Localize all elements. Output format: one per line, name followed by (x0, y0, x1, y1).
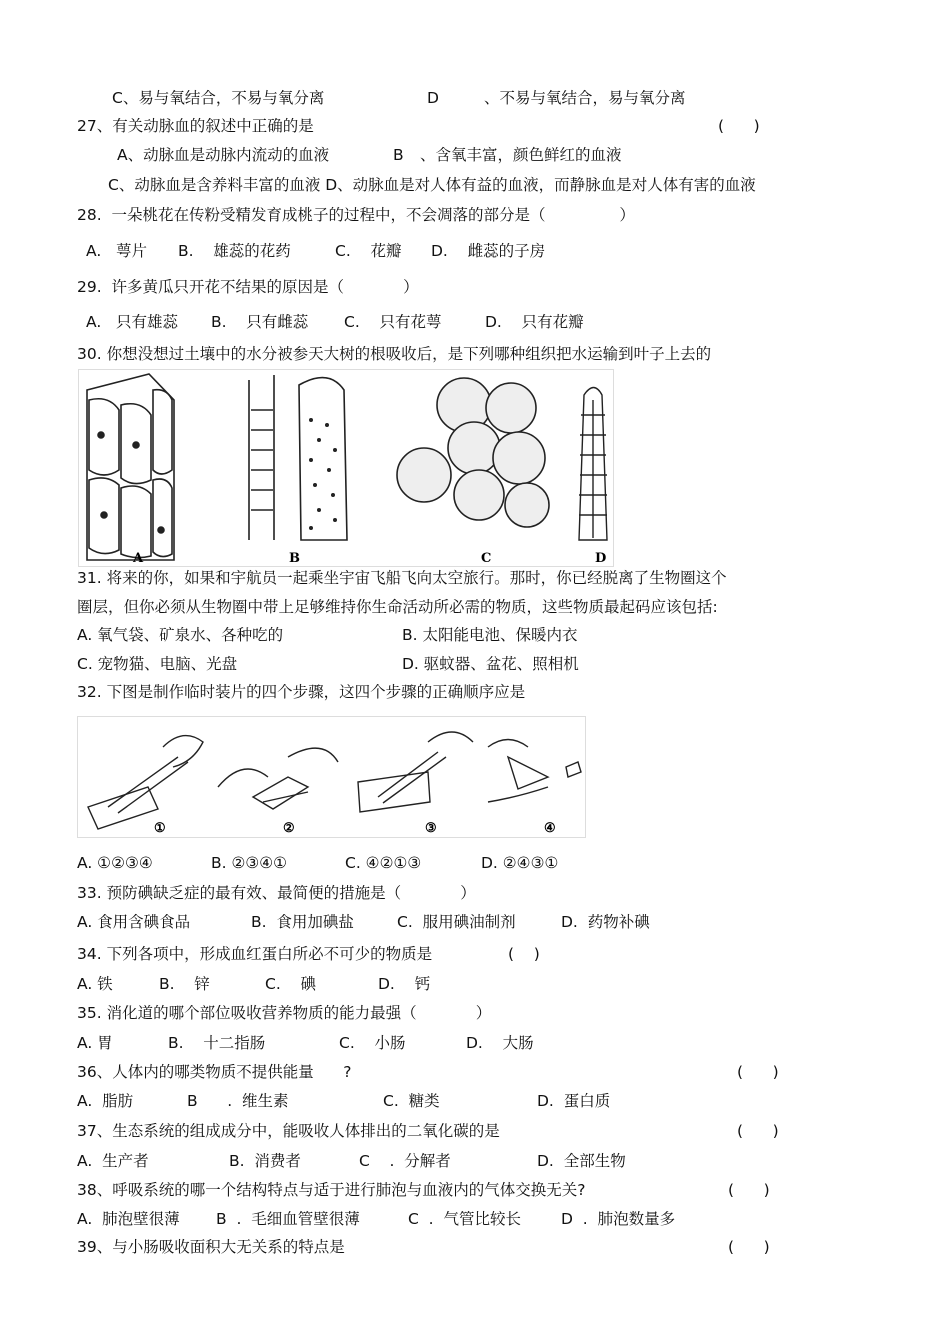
q28-stem: 28. 一朵桃花在传粉受精发育成桃子的过程中，不会凋落的部分是（ ） (77, 206, 635, 224)
q31-option-d: D. 驱蚊器、盆花、照相机 (402, 655, 579, 673)
q37-option-d: D. 全部生物 (537, 1152, 626, 1170)
q31-stem-line1: 31. 将来的你，如果和宇航员一起乘坐宇宙飞船飞向太空旅行。那时，你已经脱离了生物圈这个 (77, 569, 727, 587)
q30-stem: 30. 你想没想过土壤中的水分被参天大树的根吸收后，是下列哪种组织把水运输到叶子上去的 (77, 345, 712, 363)
q28-option-b: B. 雄蕊的花药 (178, 242, 291, 260)
q39-answer-paren: ( ) (728, 1238, 770, 1256)
q38-option-c: C . 气管比较长 (408, 1210, 521, 1228)
q36-answer-paren: ( ) (737, 1063, 779, 1081)
step-label-1: ① (154, 821, 166, 836)
q36-option-a: A. 脂肪 (77, 1092, 134, 1110)
q38-option-d: D . 肺泡数量多 (561, 1210, 676, 1228)
q33-option-d: D. 药物补碘 (561, 913, 650, 931)
q26-option-d-letter: D (427, 89, 439, 107)
q34-stem: 34. 下列各项中，形成血红蛋白所必不可少的物质是 (77, 945, 433, 963)
step-label-2: ② (283, 821, 295, 836)
q29-option-c: C. 只有花萼 (344, 313, 442, 331)
q37-option-a: A. 生产者 (77, 1152, 149, 1170)
step-1-image (88, 736, 203, 829)
q29-stem: 29. 许多黄瓜只开花不结果的原因是（ ） (77, 278, 419, 296)
q35-option-b: B. 十二指肠 (168, 1034, 266, 1052)
q28-option-d: D. 雌蕊的子房 (431, 242, 546, 260)
q31-stem-line2: 圈层，但你必须从生物圈中带上足够维持你生命活动所必需的物质，这些物质最起码应该包括: (77, 598, 718, 616)
q34-option-b: B. 锌 (159, 975, 210, 993)
q34-answer-paren: ( ) (508, 945, 540, 963)
q32-option-d: D. ②④③① (481, 854, 559, 872)
q32-stem: 32. 下图是制作临时装片的四个步骤，这四个步骤的正确顺序应是 (77, 683, 526, 701)
q26-option-c: C、易与氧结合，不易与氧分离 (112, 89, 325, 107)
q28-option-c: C. 花瓣 (335, 242, 402, 260)
q27-stem: 27、有关动脉血的叙述中正确的是 (77, 117, 314, 135)
step-3-image (358, 732, 473, 812)
q37-option-b: B. 消费者 (229, 1152, 301, 1170)
step-2-image (218, 748, 338, 809)
q36-option-c: C. 糖类 (383, 1092, 440, 1110)
q32-option-b: B. ②③④① (211, 854, 288, 872)
tissue-label-d: D (595, 551, 607, 566)
tissue-b-image (249, 375, 347, 540)
q31-option-c: C. 宠物猫、电脑、光盘 (77, 655, 238, 673)
q33-option-b: B. 食用加碘盐 (251, 913, 354, 931)
q27-option-b: 、含氧丰富，颜色鲜红的血液 (420, 146, 622, 164)
q31-option-b: B. 太阳能电池、保暖内衣 (402, 626, 578, 644)
tissue-c-image (397, 378, 549, 527)
q38-stem: 38、呼吸系统的哪一个结构特点与适于进行肺泡与血液内的气体交换无关? (77, 1181, 586, 1199)
q38-answer-paren: ( ) (728, 1181, 770, 1199)
tissue-d-image (579, 388, 607, 541)
tissue-a-image (87, 374, 174, 560)
q36-stem: 36、人体内的哪类物质不提供能量 ? (77, 1063, 352, 1081)
tissue-label-a: A (133, 551, 144, 566)
q28-option-a: A. 萼片 (86, 242, 148, 260)
step-4-image (488, 740, 581, 803)
q34-option-c: C. 碘 (265, 975, 316, 993)
tissue-label-c: C (481, 551, 492, 566)
q27-option-a: A、动脉血是动脉内流动的血液 (117, 146, 330, 164)
q33-option-a: A. 食用含碘食品 (77, 913, 191, 931)
q38-option-a: A. 肺泡壁很薄 (77, 1210, 180, 1228)
q27-answer-paren: ( ) (718, 117, 760, 135)
q31-option-a: A. 氧气袋、矿泉水、各种吃的 (77, 626, 284, 644)
q29-option-d: D. 只有花瓣 (485, 313, 584, 331)
q32-slide-steps-figure (77, 716, 586, 838)
q29-option-a: A. 只有雄蕊 (86, 313, 179, 331)
q32-option-c: C. ④②①③ (345, 854, 422, 872)
q34-option-a: A. 铁 (77, 975, 113, 993)
q27-option-b-letter: B (393, 146, 404, 164)
q32-option-a: A. ①②③④ (77, 854, 153, 872)
q37-answer-paren: ( ) (737, 1122, 779, 1140)
q36-option-b: B . 维生素 (187, 1092, 289, 1110)
q35-option-c: C. 小肠 (339, 1034, 406, 1052)
q33-option-c: C. 服用碘油制剂 (397, 913, 516, 931)
q35-option-d: D. 大肠 (466, 1034, 534, 1052)
q33-stem: 33. 预防碘缺乏症的最有效、最简便的措施是（ ） (77, 884, 476, 902)
q35-option-a: A. 胃 (77, 1034, 113, 1052)
q35-stem: 35. 消化道的哪个部位吸收营养物质的能力最强（ ） (77, 1004, 492, 1022)
step-label-3: ③ (425, 821, 437, 836)
q39-stem: 39、与小肠吸收面积大无关系的特点是 (77, 1238, 345, 1256)
step-label-4: ④ (544, 821, 556, 836)
q29-option-b: B. 只有雌蕊 (211, 313, 309, 331)
q34-option-d: D. 钙 (378, 975, 431, 993)
tissue-label-b: B (289, 551, 300, 566)
q27-option-cd: C、动脉血是含养料丰富的血液 D、动脉血是对人体有益的血液，而静脉血是对人体有害的血液 (108, 176, 756, 194)
q36-option-d: D. 蛋白质 (537, 1092, 611, 1110)
q37-option-c: C . 分解者 (359, 1152, 451, 1170)
q30-tissue-figure (78, 369, 614, 567)
q38-option-b: B . 毛细血管壁很薄 (216, 1210, 360, 1228)
q26-option-d: 、不易与氧结合，易与氧分离 (484, 89, 686, 107)
q37-stem: 37、生态系统的组成成分中，能吸收人体排出的二氧化碳的是 (77, 1122, 500, 1140)
